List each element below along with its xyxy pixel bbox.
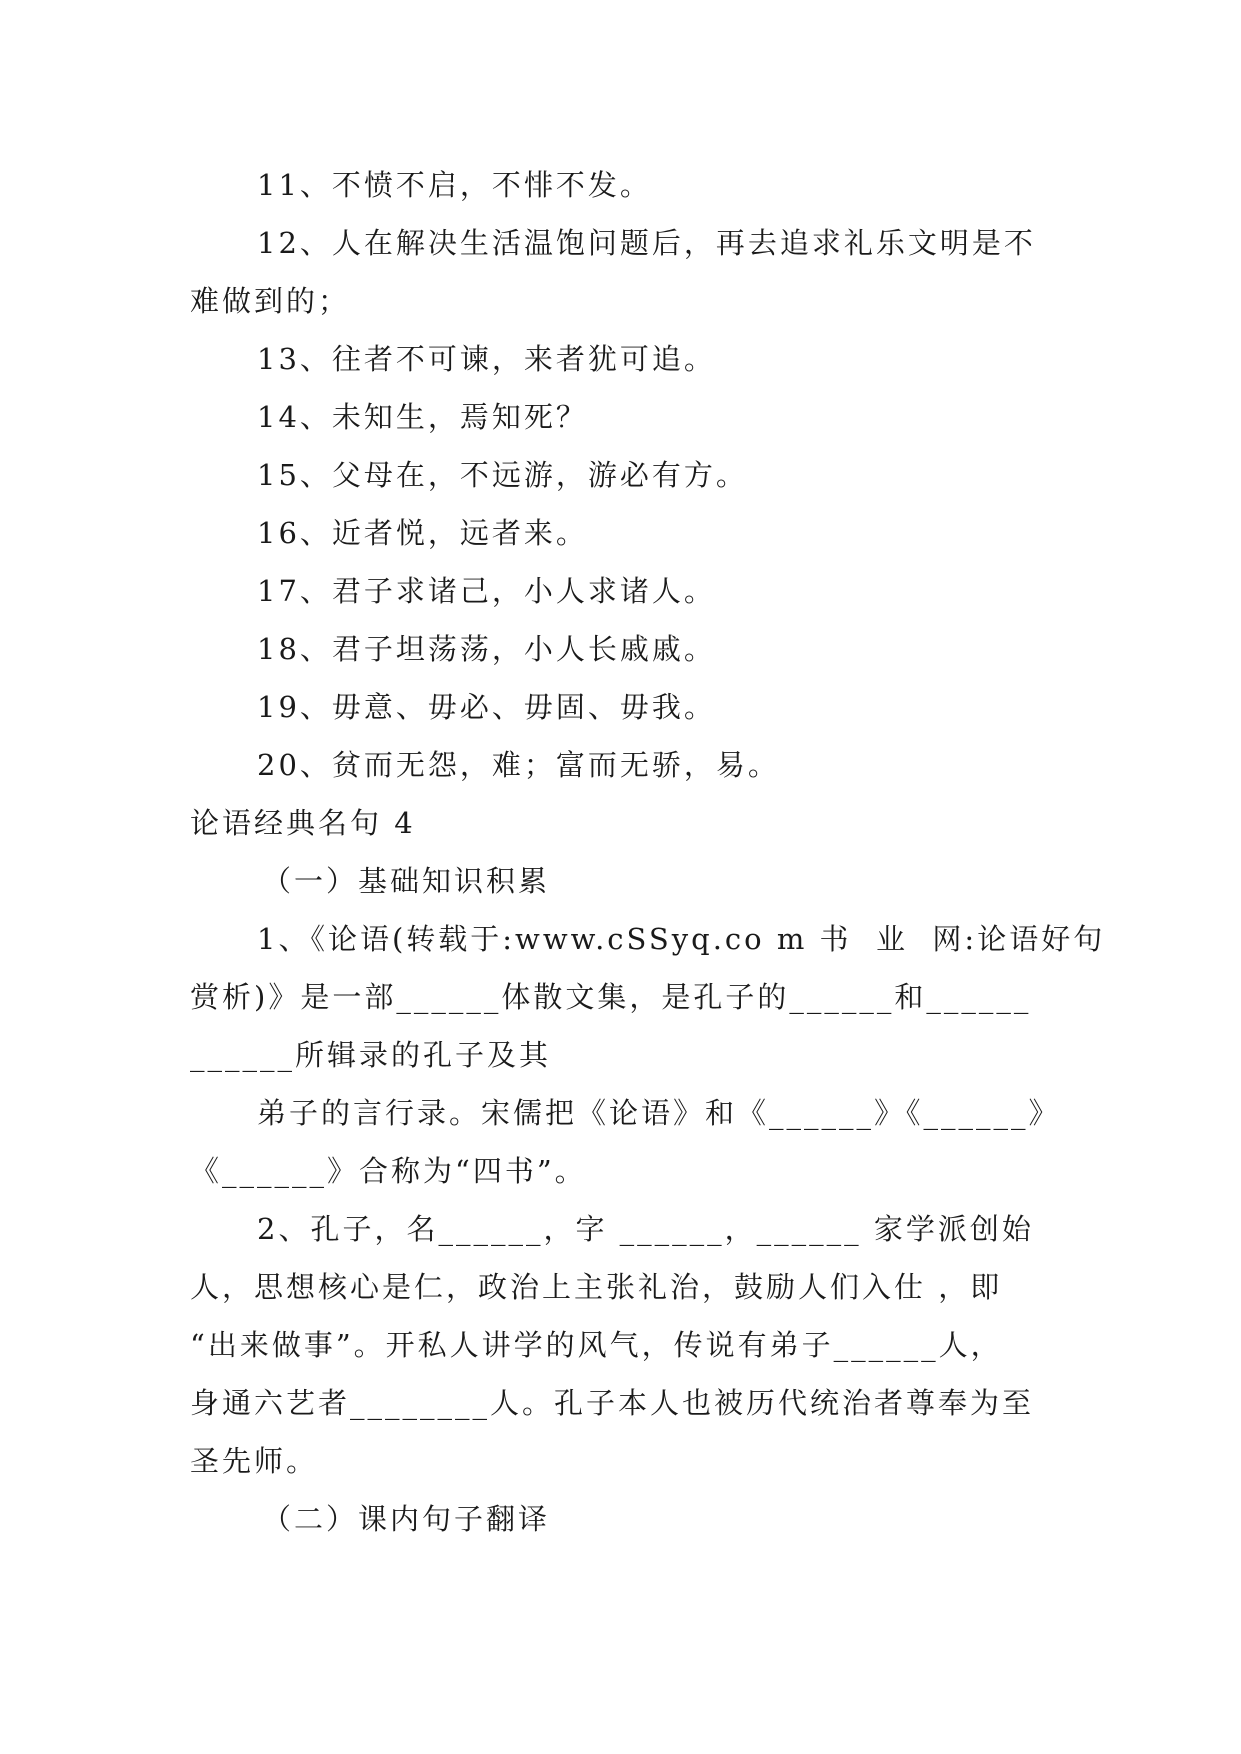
question-2-line-4: 身通六艺者________人。孔子本人也被历代统治者尊奉为至 bbox=[190, 1386, 1035, 1420]
quote-item-20: 20、贫而无怨，难；富而无骄，易。 bbox=[257, 748, 780, 782]
part1-heading: （一）基础知识积累 bbox=[262, 864, 551, 898]
question-1-line-2: 赏析)》是一部______体散文集，是孔子的______和______ bbox=[190, 980, 1032, 1014]
quote-item-13: 13、往者不可谏，来者犹可追。 bbox=[257, 342, 716, 376]
question-2-line-5: 圣先师。 bbox=[190, 1444, 319, 1478]
quote-item-19: 19、毋意、毋必、毋固、毋我。 bbox=[257, 690, 716, 724]
question-1-line-3: ______所辑录的孔子及其 bbox=[190, 1038, 552, 1072]
quote-item-12-cont: 难做到的； bbox=[190, 284, 351, 318]
quote-item-11: 11、不愤不启，不悱不发。 bbox=[257, 168, 652, 202]
quote-item-14: 14、未知生，焉知死？ bbox=[257, 400, 588, 434]
question-2-line-1: 2、孔子，名______，字 ______，______ 家学派创始 bbox=[257, 1212, 1034, 1246]
part2-heading: （二）课内句子翻译 bbox=[262, 1502, 551, 1536]
section-title: 论语经典名句 4 bbox=[190, 806, 416, 840]
question-2-line-2: 人，思想核心是仁，政治上主张礼治，鼓励人们入仕 ，即 bbox=[190, 1270, 1003, 1304]
question-1-line-5: 《______》合称为“四书”。 bbox=[190, 1154, 587, 1188]
quote-item-18: 18、君子坦荡荡，小人长戚戚。 bbox=[257, 632, 716, 666]
quote-item-16: 16、近者悦，远者来。 bbox=[257, 516, 588, 550]
quote-item-17: 17、君子求诸己，小人求诸人。 bbox=[257, 574, 716, 608]
quote-item-12: 12、人在解决生活温饱问题后，再去追求礼乐文明是不 bbox=[257, 226, 1036, 260]
question-1-line-1: 1、《论语(转载于:www.cSSyq.co m 书 业 网:论语好句 bbox=[257, 922, 1106, 956]
question-2-line-3: “出来做事”。开私人讲学的风气，传说有弟子______人， bbox=[190, 1328, 1003, 1362]
quote-item-15: 15、父母在，不远游，游必有方。 bbox=[257, 458, 748, 492]
question-1-line-4: 弟子的言行录。宋儒把《论语》和《______》《______》 bbox=[257, 1096, 1061, 1130]
